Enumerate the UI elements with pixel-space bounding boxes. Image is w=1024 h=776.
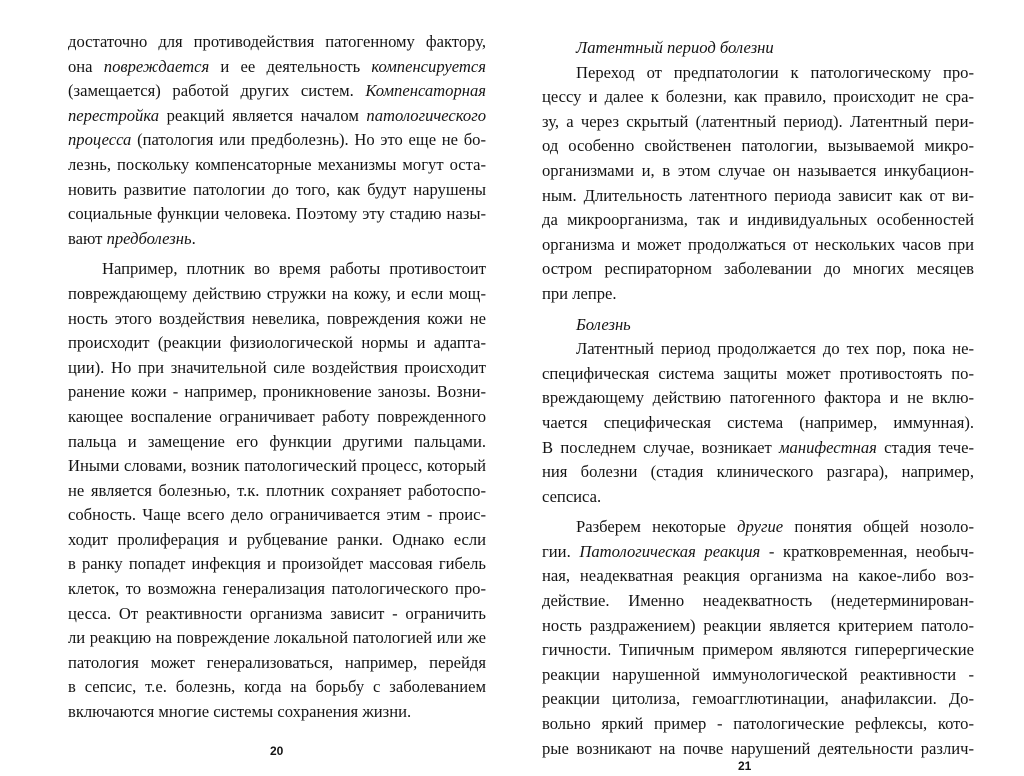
italic-term: Болезнь [576, 314, 631, 334]
text-run: (замещается) работой других систем. [68, 81, 366, 101]
text-line [542, 208, 974, 233]
text-run: включаются многие системы сохранения жизни. [68, 702, 412, 722]
text-line [542, 362, 974, 387]
text-line [542, 386, 974, 411]
text-line [68, 153, 486, 178]
text-run: Иными словами, возник патологический процесс, который [68, 456, 486, 476]
text-run: в сепсис, т.е. болезнь, когда на борьбу с заболеванием [68, 677, 486, 697]
italic-term: патологического [366, 105, 486, 125]
text-run: . [191, 228, 196, 248]
text-line [68, 30, 486, 55]
italic-term: Компенсаторная [365, 81, 486, 101]
text-run: при лепре. [542, 283, 617, 303]
text-run: повреждающему действию стружки на кожу, и если мощ- [68, 283, 486, 303]
text-run: в ранку попадет инфекция и произойдет массовая гибель [68, 554, 486, 574]
text-run: ходит пролиферация и рубцевание ранки. Однако если [68, 529, 486, 549]
text-run: Латентный период продолжается до тех пор, пока не- [576, 339, 974, 359]
text-line [68, 651, 486, 676]
text-run: собность. Чаще всего дело ограничивается этим - проис- [68, 505, 486, 525]
text-line [68, 552, 486, 577]
text-line [542, 85, 974, 110]
text-run: Разберем некоторые [576, 517, 738, 537]
text-run: патология может генерализоваться, например, перейдя [68, 652, 486, 672]
text-run: В последнем случае, возникает [542, 437, 779, 457]
text-line [542, 110, 974, 135]
text-run: клеток, то возможна генерализация патологического про- [68, 579, 486, 599]
text-run: стадия тече- [876, 437, 974, 457]
text-line [68, 700, 486, 725]
text-line [68, 178, 486, 203]
text-run: рые возникают на почве нарушений деятельности различ- [542, 738, 974, 758]
text-line [68, 128, 486, 153]
text-run: реакции нарушенной иммунологической реактивности - [542, 664, 974, 684]
page-number: 21 [738, 759, 752, 773]
text-line [68, 202, 486, 227]
page-number: 20 [270, 744, 284, 758]
italic-term: Патологическая реакция [579, 541, 761, 561]
text-line [542, 712, 974, 737]
text-run: достаточно для противодействия патогенному фактору, [68, 32, 486, 51]
italic-term: предболезнь [106, 228, 192, 248]
text-run: да микроорганизма, так и индивидуальных особенностей [542, 210, 974, 230]
text-run: ность раздражением) реакции является критерием патоло- [542, 615, 974, 635]
text-line [542, 614, 974, 639]
text-run: происходит (реакции физиологической нормы и адапта- [68, 333, 486, 353]
text-line [542, 61, 974, 86]
left-page-text [68, 30, 486, 725]
text-run: кающее воспаление ограничивает работу поврежденного [68, 406, 486, 426]
text-run: ная, неадекватная реакция организма на какое-либо воз- [542, 566, 974, 586]
text-line [68, 380, 486, 405]
text-line [68, 528, 486, 553]
text-run: ранение кожи - например, проникновение занозы. Возни- [68, 382, 486, 402]
text-run: специфическая система защиты может противостоять по- [542, 363, 974, 383]
text-line [68, 405, 486, 430]
text-line [68, 479, 486, 504]
text-run: Например, плотник во время работы противостоит [102, 259, 486, 279]
text-line [68, 454, 486, 479]
italic-term: манифестная [778, 437, 877, 457]
text-run: не является болезнью, т.к. плотник сохраняет работоспо- [68, 480, 486, 500]
text-run: (патология или предболезнь). Но это еще не бо- [131, 130, 486, 150]
text-line [68, 602, 486, 627]
text-line [542, 638, 974, 663]
italic-term: повреждается [103, 56, 210, 76]
text-run: вают [68, 228, 107, 248]
text-line [542, 460, 974, 485]
text-run: сепсиса. [542, 486, 602, 506]
text-line [542, 233, 974, 258]
italic-term: Латентный период болезни [576, 38, 774, 57]
text-line [68, 227, 486, 252]
right-page-text [542, 30, 974, 761]
text-run: - кратковременная, необыч- [760, 541, 975, 561]
text-line [542, 737, 974, 762]
italic-term: перестройка [68, 105, 159, 125]
text-line [542, 436, 974, 461]
text-line [542, 687, 974, 712]
text-line [542, 313, 974, 338]
italic-term: другие [737, 517, 784, 537]
text-line [68, 577, 486, 602]
text-line [542, 564, 974, 589]
text-line [68, 675, 486, 700]
text-run: понятия общей нозоло- [783, 517, 974, 537]
text-run: и ее деятельность [209, 56, 372, 76]
text-line [542, 663, 974, 688]
text-run: цессу и далее к болезни, как правило, происходит не сра- [542, 87, 974, 107]
text-run: социальные функции человека. Поэтому эту стадию назы- [68, 204, 486, 224]
text-run: организмами и, в этом случае он называется инкубацион- [542, 160, 974, 180]
text-run: чается специфическая система (например, иммунная). [542, 412, 974, 432]
text-run: реакции цитолиза, гемоагглютинации, анафилаксии. До- [542, 689, 974, 709]
text-line [542, 337, 974, 362]
text-line [68, 79, 486, 104]
text-run: од особенно свойственен патологии, вызываемой микро- [542, 136, 974, 156]
text-line [542, 282, 974, 307]
text-line [542, 589, 974, 614]
text-run: ным. Длительность латентного периода зависит как от ви- [542, 185, 974, 205]
text-run: гии. [542, 541, 580, 561]
text-line [542, 184, 974, 209]
text-run: реакций является началом [159, 105, 367, 125]
text-run: организма и может продолжаться от нескольких часов при [542, 234, 974, 254]
right-page [512, 0, 1024, 776]
text-line [68, 55, 486, 80]
text-line [542, 540, 974, 565]
text-run: ность этого воздействия невелика, повреждения кожи не [68, 308, 486, 328]
text-run: Переход от предпатологии к патологическому про- [576, 62, 974, 82]
text-line [68, 430, 486, 455]
text-line [542, 36, 974, 61]
italic-term: компенсируется [371, 56, 486, 76]
text-run: вреждающему действию патогенного фактора и не вклю- [542, 388, 974, 408]
text-line [68, 282, 486, 307]
text-line [68, 503, 486, 528]
text-line [542, 134, 974, 159]
text-line [542, 515, 974, 540]
text-line [68, 257, 486, 282]
text-line [68, 307, 486, 332]
text-line [68, 626, 486, 651]
text-line [68, 104, 486, 129]
text-run: ли реакцию на повреждение локальной патологией или же [68, 628, 486, 648]
text-run: она [68, 56, 104, 76]
text-run: пальца и замещение его функции другими пальцами. [68, 431, 486, 451]
text-run: ния болезни (стадия клинического разгара), например, [542, 462, 974, 482]
text-run: зу, а через скрытый (латентный период). Латентный пери- [542, 111, 974, 131]
text-run: новить развитие патологии до того, как будут нарушены [68, 179, 486, 199]
text-line [542, 159, 974, 184]
text-line [542, 411, 974, 436]
text-run: остром респираторном заболевании до многих месяцев [542, 259, 974, 279]
text-run: ции). Но при значительной силе воздействия происходит [68, 357, 486, 377]
text-line [68, 331, 486, 356]
text-line [542, 257, 974, 282]
italic-term: процесса [68, 130, 132, 150]
text-line [542, 485, 974, 510]
text-run: вольно яркий пример - патологические рефлексы, кото- [542, 714, 974, 734]
text-run: гичности. Типичным примером являются гиперергические [542, 640, 974, 660]
text-run: лезнь, поскольку компенсаторные механизмы могут оста- [68, 154, 486, 174]
text-run: действие. Именно неадекватность (недетерминирован- [542, 591, 974, 611]
text-line [68, 356, 486, 381]
text-run: цесса. От реактивности организма зависит - ограничить [68, 603, 486, 623]
